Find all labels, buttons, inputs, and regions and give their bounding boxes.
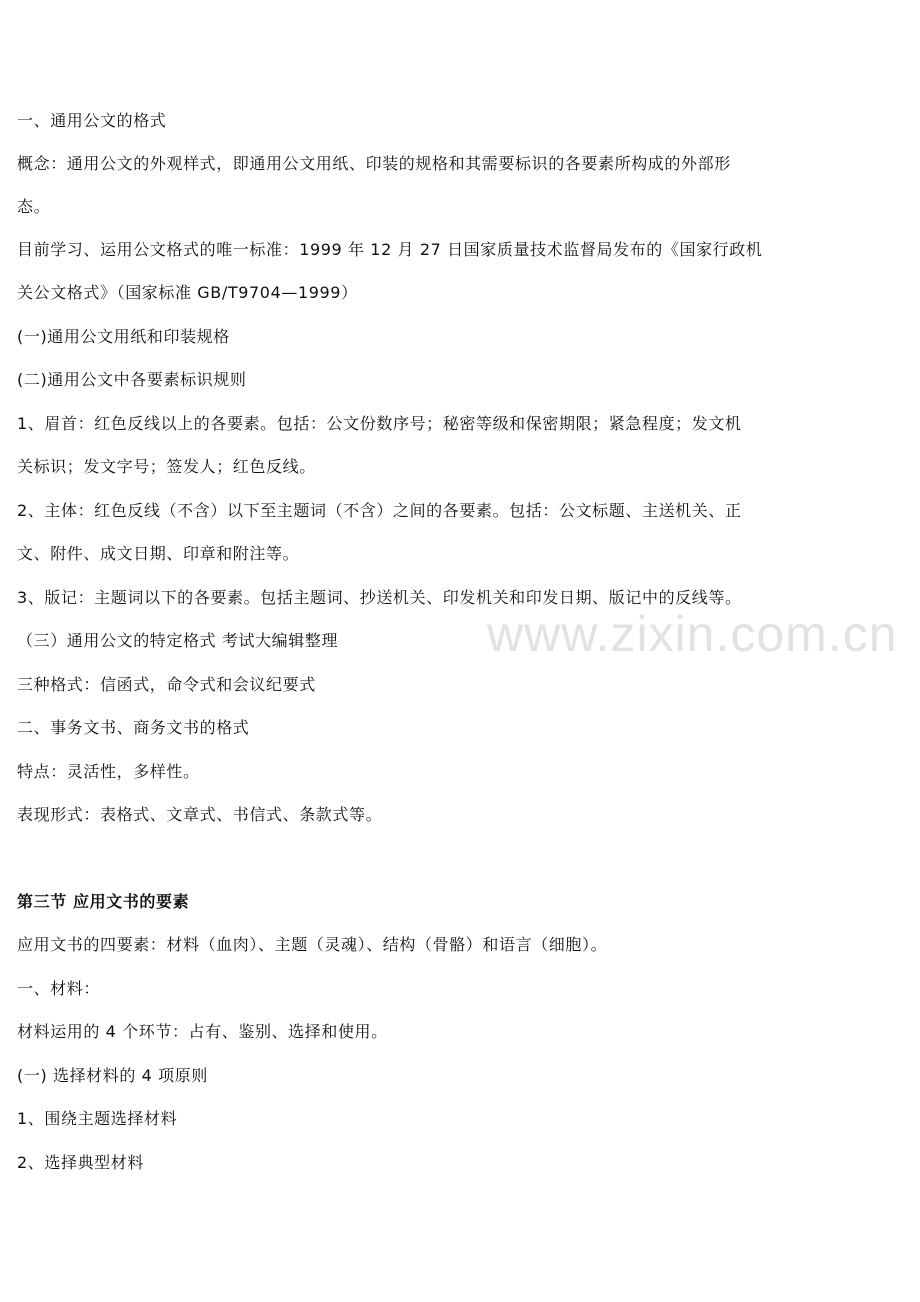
paragraph-standard: 目前学习、运用公文格式的唯一标准：1999 年 12 月 27 日国家质量技术监督局发布的《国家行政机 (17, 240, 763, 259)
section-title: 第三节 应用文书的要素 (17, 892, 190, 911)
paragraph-concept: 概念：通用公文的外观样式，即通用公文用纸、印装的规格和其需要标识的各要素所构成的外部形 (17, 154, 731, 173)
heading-materials: 一、材料： (17, 979, 101, 998)
subheading-special-format: （三）通用公文的特定格式 考试大编辑整理 (17, 631, 339, 650)
paragraph-concept-cont: 态。 (17, 197, 51, 216)
heading-general-format: 一、通用公文的格式 (17, 111, 167, 130)
paragraph-forms: 表现形式：表格式、文章式、书信式、条款式等。 (17, 805, 383, 824)
paragraph-material-steps: 材料运用的 4 个环节：占有、鉴别、选择和使用。 (17, 1022, 388, 1041)
item-body-elements-cont: 文、附件、成文日期、印章和附注等。 (17, 544, 300, 563)
subheading-paper-spec: (一)通用公文用纸和印装规格 (17, 327, 230, 346)
subheading-selection-principles: (一) 选择材料的 4 项原则 (17, 1066, 208, 1085)
paragraph-standard-cont: 关公文格式》（国家标准 GB/T9704—1999） (17, 283, 358, 302)
item-around-theme: 1、围绕主题选择材料 (17, 1109, 178, 1128)
paragraph-three-formats: 三种格式：信函式，命令式和会议纪要式 (17, 675, 316, 694)
item-header-elements-cont: 关标识；发文字号；签发人；红色反线。 (17, 457, 316, 476)
item-typical-material: 2、选择典型材料 (17, 1153, 144, 1172)
item-footer-elements: 3、版记：主题词以下的各要素。包括主题词、抄送机关、印发机关和印发日期、版记中的反线等。 (17, 588, 742, 607)
paragraph-four-elements: 应用文书的四要素：材料（血肉）、主题（灵魂）、结构（骨骼）和语言（细胞）。 (17, 935, 608, 954)
item-body-elements: 2、主体：红色反线（不含）以下至主题词（不含）之间的各要素。包括：公文标题、主送机关、正 (17, 501, 742, 520)
watermark-text: www.zixin.com.cn (487, 606, 898, 662)
heading-business-docs: 二、事务文书、商务文书的格式 (17, 718, 250, 737)
subheading-element-rules: (二)通用公文中各要素标识规则 (17, 370, 247, 389)
paragraph-features: 特点：灵活性，多样性。 (17, 762, 200, 781)
item-header-elements: 1、眉首：红色反线以上的各要素。包括：公文份数序号；秘密等级和保密期限；紧急程度；发文机 (17, 414, 742, 433)
